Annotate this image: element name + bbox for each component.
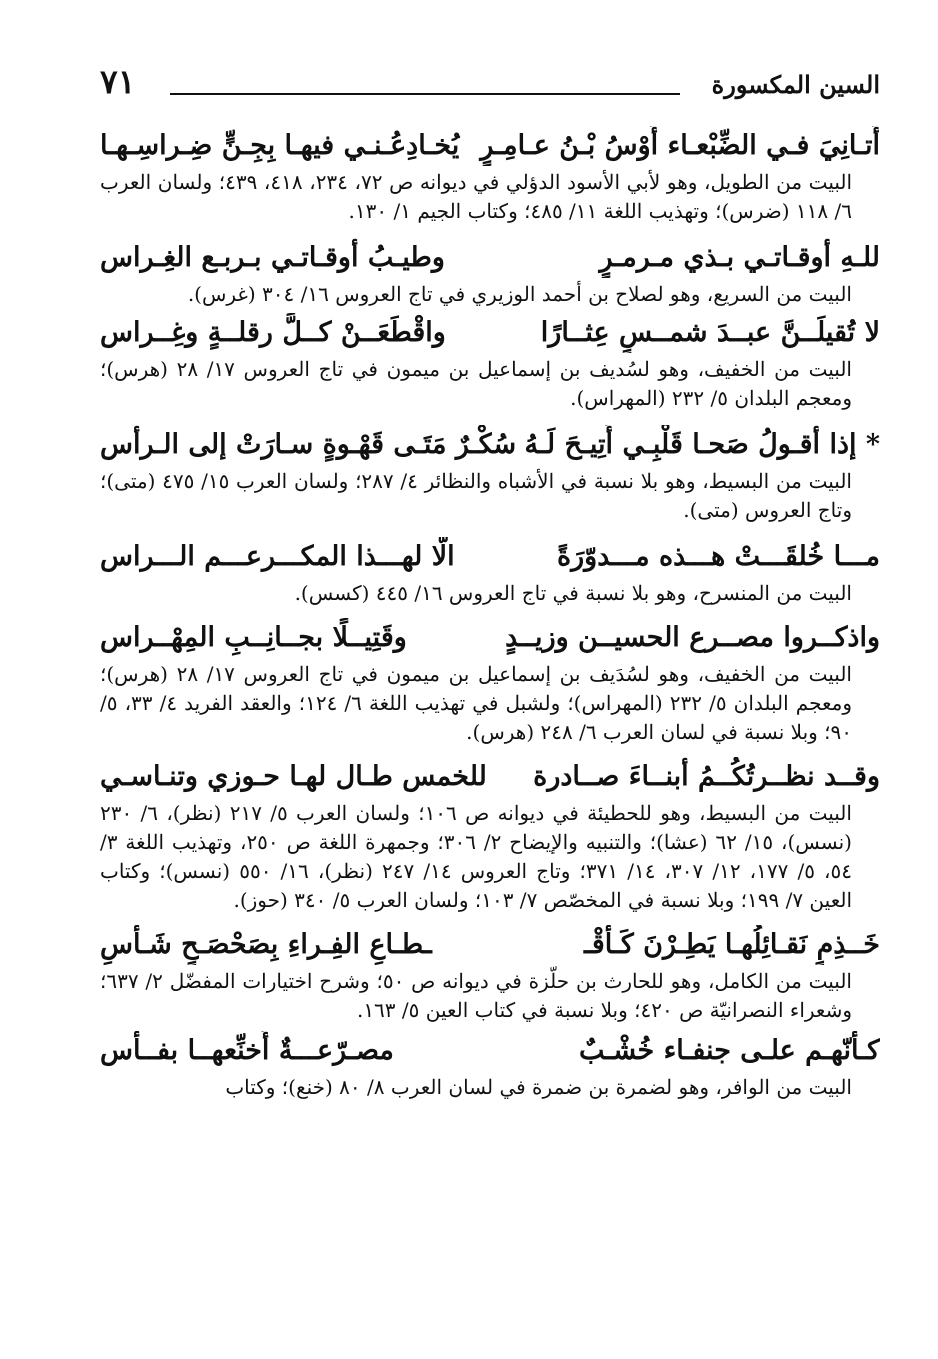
poetry-entry <box>100 618 880 747</box>
verse-note: البيت من الوافر، وهو لضمرة بن ضمرة في لسان العرب ٨/ ٨٠ (خنع)؛ وكتاب <box>225 1075 852 1099</box>
verse-line <box>100 126 880 166</box>
first-hemistich: خَــذِمٍ نَقـائِلُهـا يَطِـرْنَ كَـأَقْـ <box>583 929 880 960</box>
poetry-entry <box>100 313 880 413</box>
verse-note: البيت من البسيط، وهو للحطيئة في ديوانه ص ١٠٦؛ ولسان العرب ٥/ ٢١٧ (نظر)، ٦/ ٢٣٠ (نسس)، ١٥/ ٦٢ (عشا)؛ والتنبيه والإيضاح ٢/ ٣٠٦؛ وجمهرة اللغة ص ٢٥٠، وتهذيب اللغة ٣/ ٥٤، ٥/ ١٧٧، ١٢/ ٣٠٧، ١٤/ ٣٧١؛ وتاج العروس ١٤/ ٢٤٧ (نظر)، ١٦/ ٥٥٠ (نسس)؛ وكتاب العين ٧/ ١٩٩؛ وبلا نسبة في المخصّص ٧/ ١٠٣؛ ولسان العرب ٥/ ٣٤٠ (حوز). <box>100 801 852 912</box>
verse-line <box>100 238 880 278</box>
verse-note: البيت من الكامل، وهو للحارث بن حلّزة في ديوانه ص ٥٠؛ وشرح اختيارات المفضّل ٢/ ٦٣٧؛ وشعراء النصرانيّة ص ٤٢٠؛ وبلا نسبة في كتاب العين ٥/ ١٦٣. <box>100 969 852 1022</box>
poetry-entry <box>100 537 880 608</box>
second-hemistich: سُكْـرٌ مَتَـى قَهْـوةٍ سـارَتْ إلى الـرأس <box>100 429 517 460</box>
first-hemistich: مـــا خُلقَـــتْ هـــذه مـــدوّرَةً <box>556 541 880 572</box>
page-body <box>100 118 880 1102</box>
second-hemistich: واقْطَعَــنْ كــلَّ رقلــةٍ وغِــراس <box>100 317 446 348</box>
verse-line <box>100 618 880 658</box>
first-hemistich: كـأنّهـم علـى جنفـاء خُشْـبٌ <box>578 1035 880 1066</box>
first-hemistich: * إذا أقـولُ صَحـا قَلْبِـي أُتِيـحَ لَـهُ <box>524 429 880 460</box>
second-hemistich: يُخـادِعُـنـي فيهـا بِجِـنٍّ ضِـراسِـهـا <box>100 130 460 161</box>
page-header <box>100 62 880 106</box>
poetry-entry <box>100 126 880 226</box>
second-hemistich: ـطـاعِ الفِـراءِ بِصَحْصَـحٍ شَـأْسِ <box>100 929 432 960</box>
verse-line <box>100 1031 880 1071</box>
second-hemistich: مصـرّعـــةٌ أُخنِّعهــا بفــأس <box>100 1035 394 1066</box>
verse-note: البيت من الخفيف، وهو لسُدَيف بن إسماعيل بن ميمون في تاج العروس ١٧/ ٢٨ (هرس)؛ ومعجم البلدان ٥/ ٢٣٢ (المهراس)؛ ولشبل في تهذيب اللغة ٦/ ١٢٤؛ والعقد الفريد ٤/ ٣٣، ٥/ ٩٠؛ وبلا نسبة في لسان العرب ٦/ ٢٤٨ (هرس). <box>100 662 853 744</box>
running-title: السين المكسورة <box>711 70 880 99</box>
verse-line <box>100 757 880 797</box>
poetry-entry <box>100 757 880 915</box>
page-number: ٧١ <box>100 62 136 101</box>
poetry-entry <box>100 925 880 1025</box>
second-hemistich: للخمس طـال لهـا حـوزي وتنـاسـي <box>100 761 487 792</box>
poetry-entry <box>100 425 880 525</box>
header-rule <box>170 93 680 95</box>
verse-note: البيت من الخفيف، وهو لسُديف بن إسماعيل بن ميمون في تاج العروس ١٧/ ٢٨ (هرس)؛ ومعجم البلدان ٥/ ٢٣٢ (المهراس). <box>100 357 852 410</box>
poetry-entry <box>100 238 880 309</box>
verse-line <box>100 537 880 577</box>
first-hemistich: واذكــروا مصــرع الحسيــن وزيــدٍ <box>505 622 880 653</box>
verse-note: البيت من البسيط، وهو بلا نسبة في الأشباه والنظائر ٤/ ٢٨٧؛ ولسان العرب ١٥/ ٤٧٥ (متى)؛ وتاج العروس (متى). <box>100 469 852 522</box>
first-hemistich: للـهِ أوقـاتـي بـذي مـرمـرٍ <box>599 242 880 273</box>
verse-note: البيت من السريع، وهو لصلاح بن أحمد الوزيري في تاج العروس ١٦/ ٣٠٤ (غرس). <box>187 282 852 306</box>
verse-line <box>100 313 880 353</box>
verse-line <box>100 925 880 965</box>
first-hemistich: لا تُقيلَــنَّ عبــدَ شمــسٍ عِثــارًا <box>540 317 880 348</box>
verse-note: البيت من الطويل، وهو لأبي الأسود الدؤلي في ديوانه ص ٧٢، ٢٣٤، ٤١٨، ٤٣٩؛ ولسان العرب ٦/ ١١٨ (ضرس)؛ وتهذيب اللغة ١١/ ٤٨٥؛ وكتاب الجيم ١/ ١٣٠. <box>100 170 853 223</box>
verse-note: البيت من المنسرح، وهو بلا نسبة في تاج العروس ١٦/ ٤٤٥ (كسس). <box>294 581 852 605</box>
second-hemistich: وقَتِيــلًا بجــانِــبِ المِهْــراس <box>100 622 407 653</box>
first-hemistich: أَتـانِيَ فـي الضِّبْعـاء أَوْسُ بْـنُ عـامِـرٍ <box>480 130 880 161</box>
second-hemistich: الّا لهـــذا المكـــرعـــم الـــراس <box>100 541 455 572</box>
poetry-entry <box>100 1031 880 1102</box>
second-hemistich: وطيـبُ أوقـاتـي بـربـع الغِـراس <box>100 242 445 273</box>
verse-line <box>100 425 880 465</box>
first-hemistich: وقــد نظــرتُكُــمُ أبنــاءَ صــادرة <box>533 761 880 792</box>
